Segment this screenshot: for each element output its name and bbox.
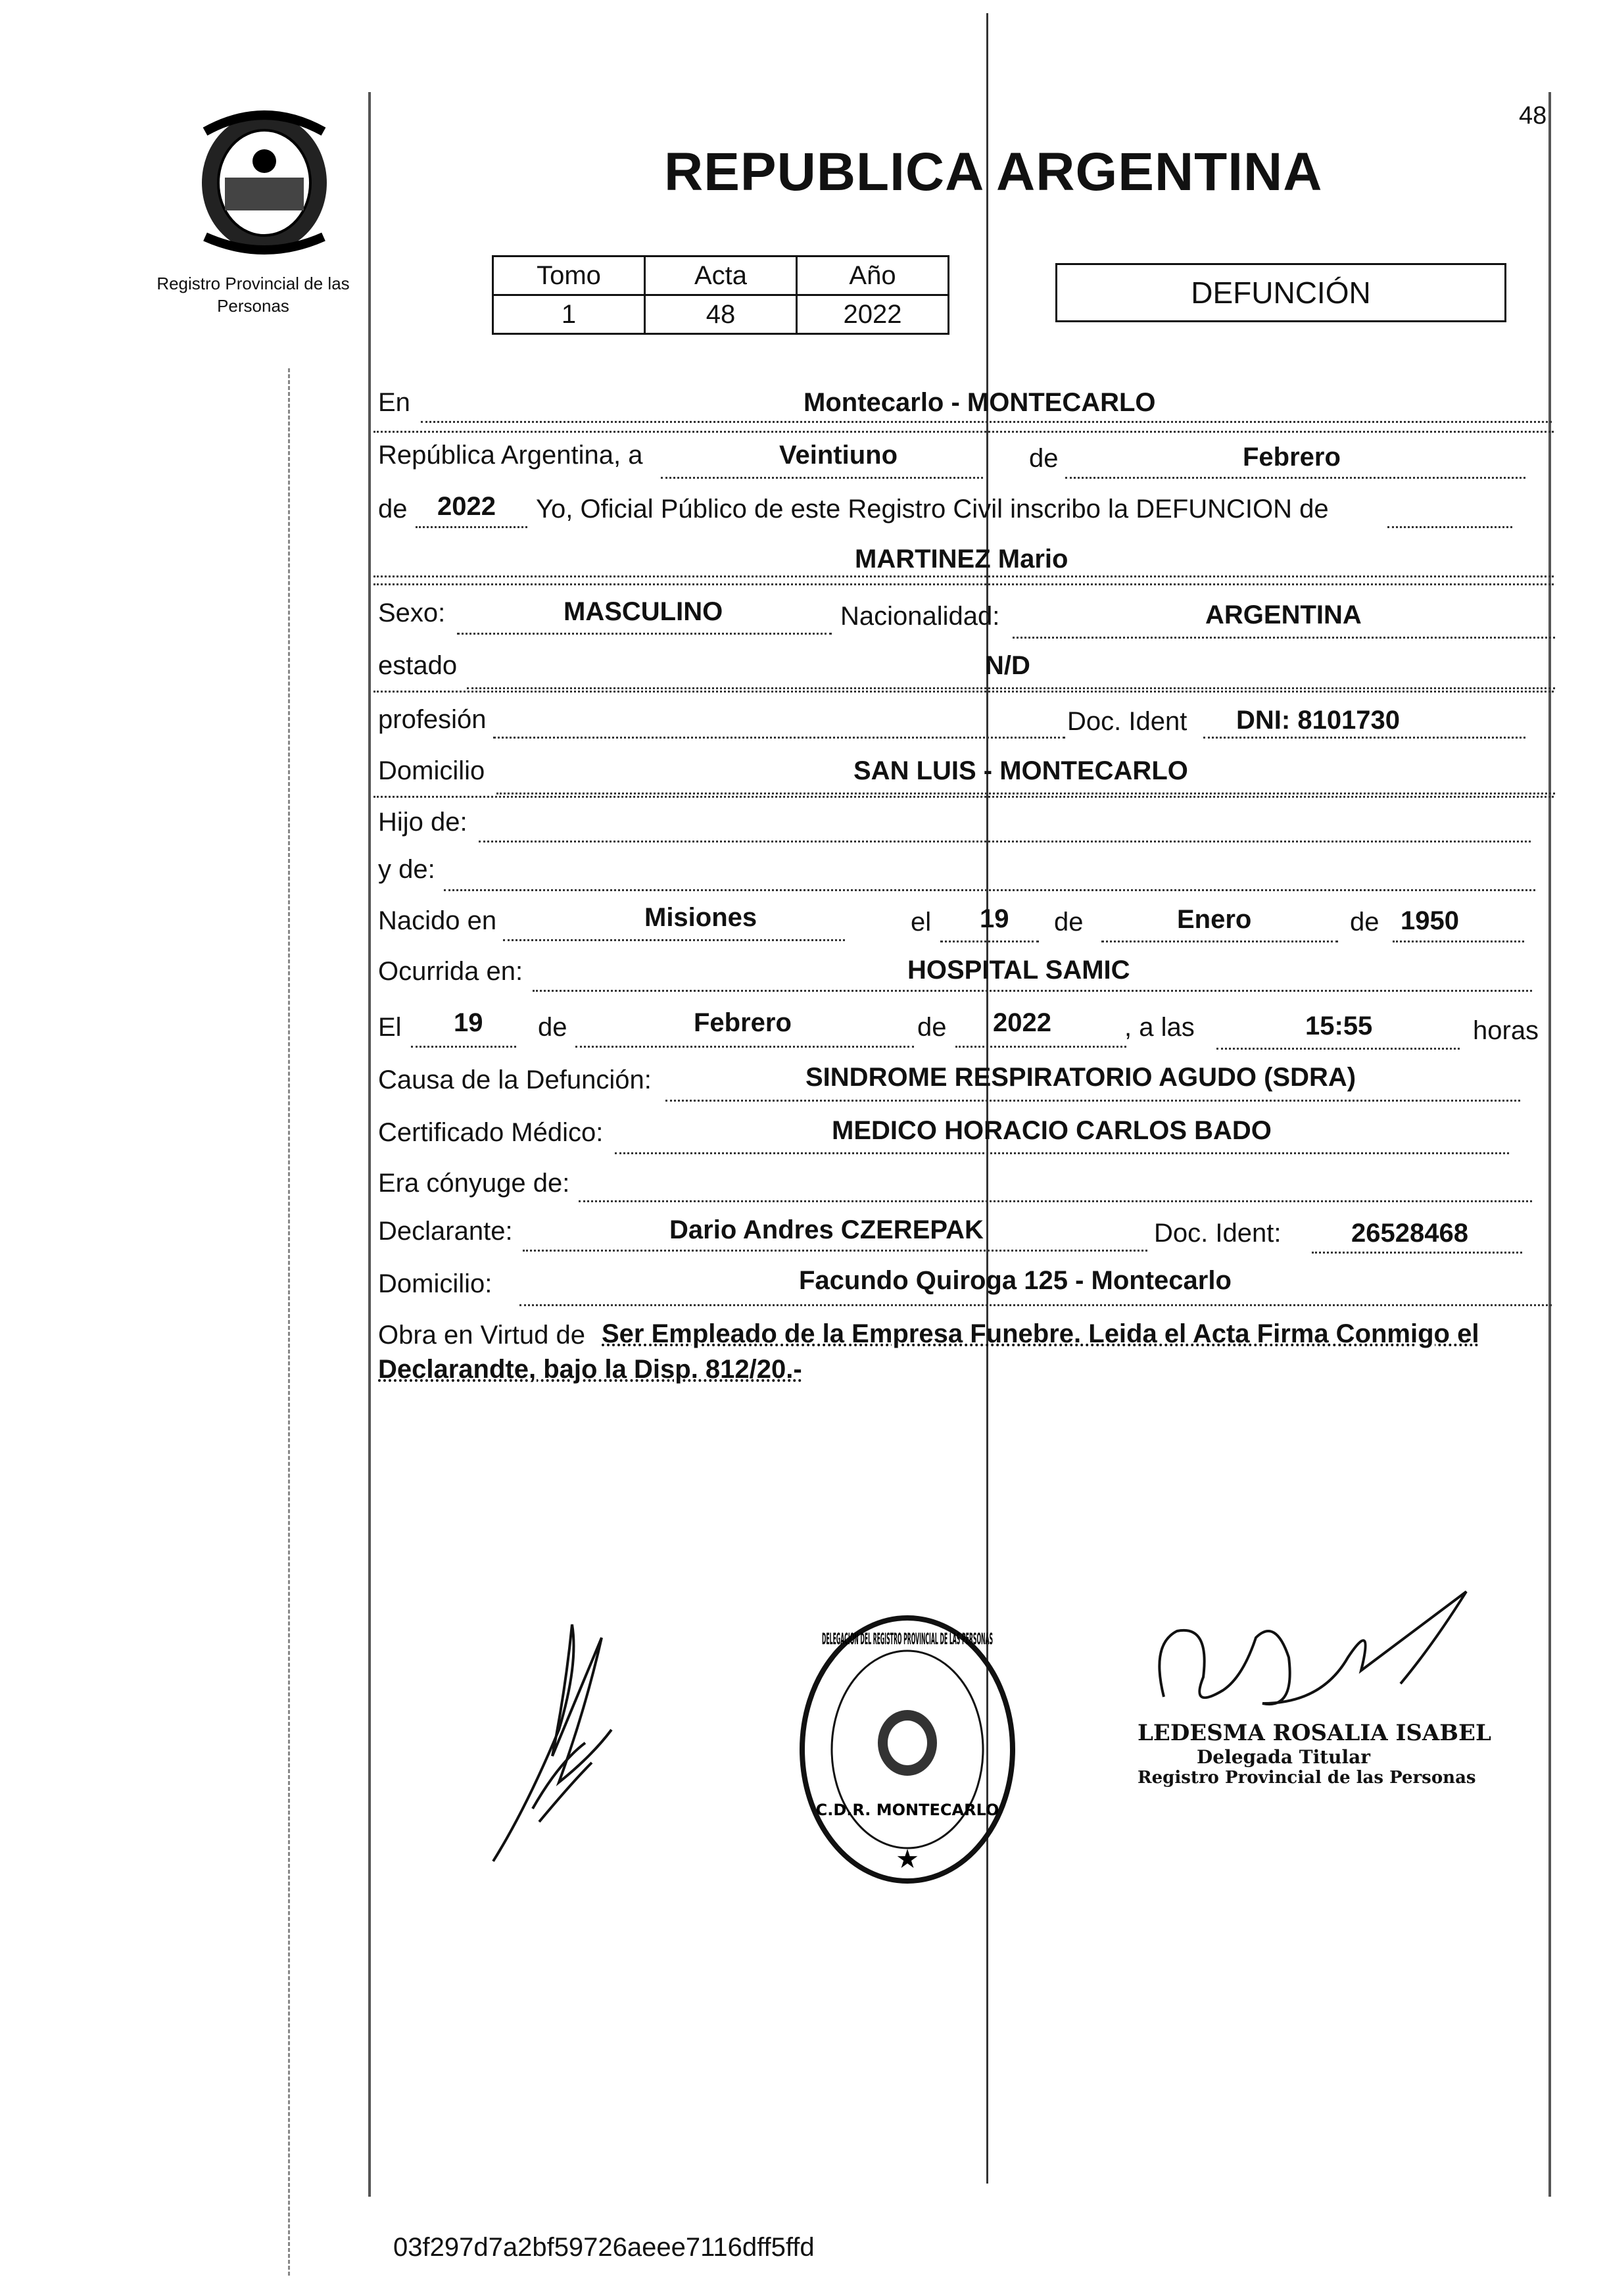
dotted-line <box>615 1152 1509 1154</box>
right-margin-line <box>1548 92 1551 2197</box>
official-seal-icon <box>796 1605 1019 1894</box>
y-de-label: y de: <box>378 855 435 884</box>
dotted-line <box>519 1304 1552 1306</box>
left-margin-line <box>368 92 371 2197</box>
death-day-value: 19 <box>454 1008 483 1037</box>
year-value: 2022 <box>437 492 496 521</box>
dotted-line <box>575 1046 914 1048</box>
de-label: de <box>917 1013 947 1042</box>
de-label: de <box>1350 908 1379 937</box>
profesion-label: profesión <box>378 705 487 734</box>
dotted-line <box>1387 526 1512 528</box>
ano-value: 2022 <box>797 295 949 334</box>
dotted-line <box>940 940 1039 942</box>
dotted-line <box>467 687 1555 689</box>
dotted-line <box>421 421 1552 423</box>
document-title: REPUBLICA ARGENTINA <box>664 142 1323 202</box>
hijo-de-label: Hijo de: <box>378 808 468 837</box>
dotted-line <box>479 841 1531 843</box>
domicilio-label: Domicilio <box>378 756 485 785</box>
day-value: Veintiuno <box>779 441 898 470</box>
document-hash: 03f297d7a2bf59726aeee7116dff5ffd <box>393 2233 815 2262</box>
left-dashed-line <box>288 368 290 2276</box>
row-separator <box>373 431 1554 433</box>
ano-header: Año <box>797 256 949 295</box>
estado-value: N/D <box>985 651 1030 680</box>
province-coat-of-arms-icon <box>179 105 350 256</box>
row-separator <box>373 796 1554 798</box>
declarante-value: Dario Andres CZEREPAK <box>669 1215 984 1244</box>
dotted-line <box>411 1046 516 1048</box>
de-label: de <box>378 495 408 524</box>
dotted-line <box>665 1100 1520 1102</box>
dotted-line <box>523 1250 1147 1252</box>
month-value: Febrero <box>1243 443 1341 472</box>
dotted-line <box>1312 1252 1522 1254</box>
dotted-line <box>1393 940 1524 942</box>
dotted-line <box>1065 477 1525 479</box>
declarant-signature-icon <box>487 1611 631 1874</box>
nacionalidad-value: ARGENTINA <box>1205 600 1362 629</box>
dotted-line <box>661 477 983 479</box>
signature-stamp <box>1138 1720 1491 1788</box>
dotted-line <box>1216 1048 1460 1050</box>
declarante-domicilio-value: Facundo Quiroga 125 - Montecarlo <box>799 1266 1232 1295</box>
doc-ident-value: DNI: 8101730 <box>1236 706 1401 735</box>
republica-label: República Argentina, a <box>378 441 643 470</box>
page-number: 48 <box>1519 102 1547 130</box>
de-label: de <box>1029 444 1059 473</box>
de-label: de <box>1054 908 1084 937</box>
tomo-value: 1 <box>493 295 645 334</box>
ocurrida-label: Ocurrida en: <box>378 957 523 986</box>
inscribo-text: Yo, Oficial Público de este Registro Civil inscribo la DEFUNCION de <box>536 495 1329 524</box>
el-label: El <box>378 1013 402 1042</box>
birth-month-value: Enero <box>1177 905 1252 934</box>
death-time-value: 15:55 <box>1305 1012 1373 1040</box>
city-value: Montecarlo - MONTECARLO <box>804 388 1156 417</box>
obra-value-line1: Ser Empleado de la Empresa Funebre. Leida el Acta Firma Conmigo el <box>602 1319 1479 1348</box>
dotted-line <box>533 990 1532 992</box>
declarante-doc-value: 26528468 <box>1351 1219 1468 1248</box>
tomo-acta-ano-table <box>492 255 949 335</box>
sexo-label: Sexo: <box>378 598 446 627</box>
official-signature-icon <box>1151 1578 1479 1736</box>
birth-day-value: 19 <box>980 904 1009 933</box>
birth-year-value: 1950 <box>1401 906 1459 935</box>
nacido-en-label: Nacido en <box>378 906 497 935</box>
nacido-en-value: Misiones <box>644 903 757 932</box>
official-org: Registro Provincial de las Personas <box>1138 1768 1476 1788</box>
dotted-line <box>496 793 1555 794</box>
sexo-value: MASCULINO <box>564 597 723 626</box>
acta-value: 48 <box>645 295 797 334</box>
row-separator <box>373 691 1554 693</box>
death-year-value: 2022 <box>993 1008 1051 1037</box>
obra-value-line2: Declarandte, bajo la Disp. 812/20.- <box>378 1355 802 1384</box>
tomo-header: Tomo <box>493 256 645 295</box>
deceased-name: MARTINEZ Mario <box>855 545 1068 574</box>
document-type-box: DEFUNCIÓN <box>1055 263 1506 322</box>
acta-header: Acta <box>645 256 797 295</box>
official-role: Delegada Titular <box>1197 1746 1371 1768</box>
dotted-line <box>493 737 1065 739</box>
conyuge-label: Era cónyuge de: <box>378 1169 570 1198</box>
seal-outer-text: DELEGACION DEL REGISTRO PROVINCIAL DE LAS PERSONAS <box>822 1630 993 1648</box>
el-label: el <box>911 908 932 937</box>
svg-text:★: ★ <box>896 1844 919 1874</box>
dotted-line <box>373 575 1554 577</box>
dotted-line <box>416 526 527 528</box>
dotted-line <box>444 889 1535 891</box>
estado-label: estado <box>378 651 458 680</box>
domicilio-label: Domicilio: <box>378 1269 492 1298</box>
nacionalidad-label: Nacionalidad: <box>840 602 1000 631</box>
declarante-label: Declarante: <box>378 1217 513 1246</box>
a-las-label: , a las <box>1124 1013 1195 1042</box>
official-name: LEDESMA ROSALIA ISABEL <box>1138 1720 1491 1746</box>
ocurrida-value: HOSPITAL SAMIC <box>907 956 1130 985</box>
death-month-value: Febrero <box>694 1008 792 1037</box>
causa-label: Causa de la Defunción: <box>378 1065 652 1094</box>
domicilio-value: SAN LUIS - MONTECARLO <box>853 756 1188 785</box>
registry-name: Registro Provincial de las Personas <box>156 274 350 316</box>
horas-label: horas <box>1473 1016 1539 1045</box>
en-label: En <box>378 388 410 417</box>
certificado-label: Certificado Médico: <box>378 1118 604 1147</box>
seal-inner-text: C.D.R. MONTECARLO <box>815 1801 999 1819</box>
dotted-line <box>1203 737 1525 739</box>
dotted-line <box>955 1046 1126 1048</box>
doc-ident-label: Doc. Ident <box>1067 707 1187 736</box>
de-label: de <box>538 1013 567 1042</box>
obra-label: Obra en Virtud de <box>378 1321 586 1350</box>
dotted-line <box>503 939 845 941</box>
causa-value: SINDROME RESPIRATORIO AGUDO (SDRA) <box>805 1063 1356 1092</box>
dotted-line <box>1101 940 1338 942</box>
dotted-line <box>457 633 832 635</box>
row-separator <box>373 583 1554 585</box>
certificado-value: MEDICO HORACIO CARLOS BADO <box>832 1116 1272 1145</box>
dotted-line <box>579 1200 1532 1202</box>
dotted-line <box>1013 637 1555 639</box>
doc-ident-label: Doc. Ident: <box>1154 1219 1282 1248</box>
